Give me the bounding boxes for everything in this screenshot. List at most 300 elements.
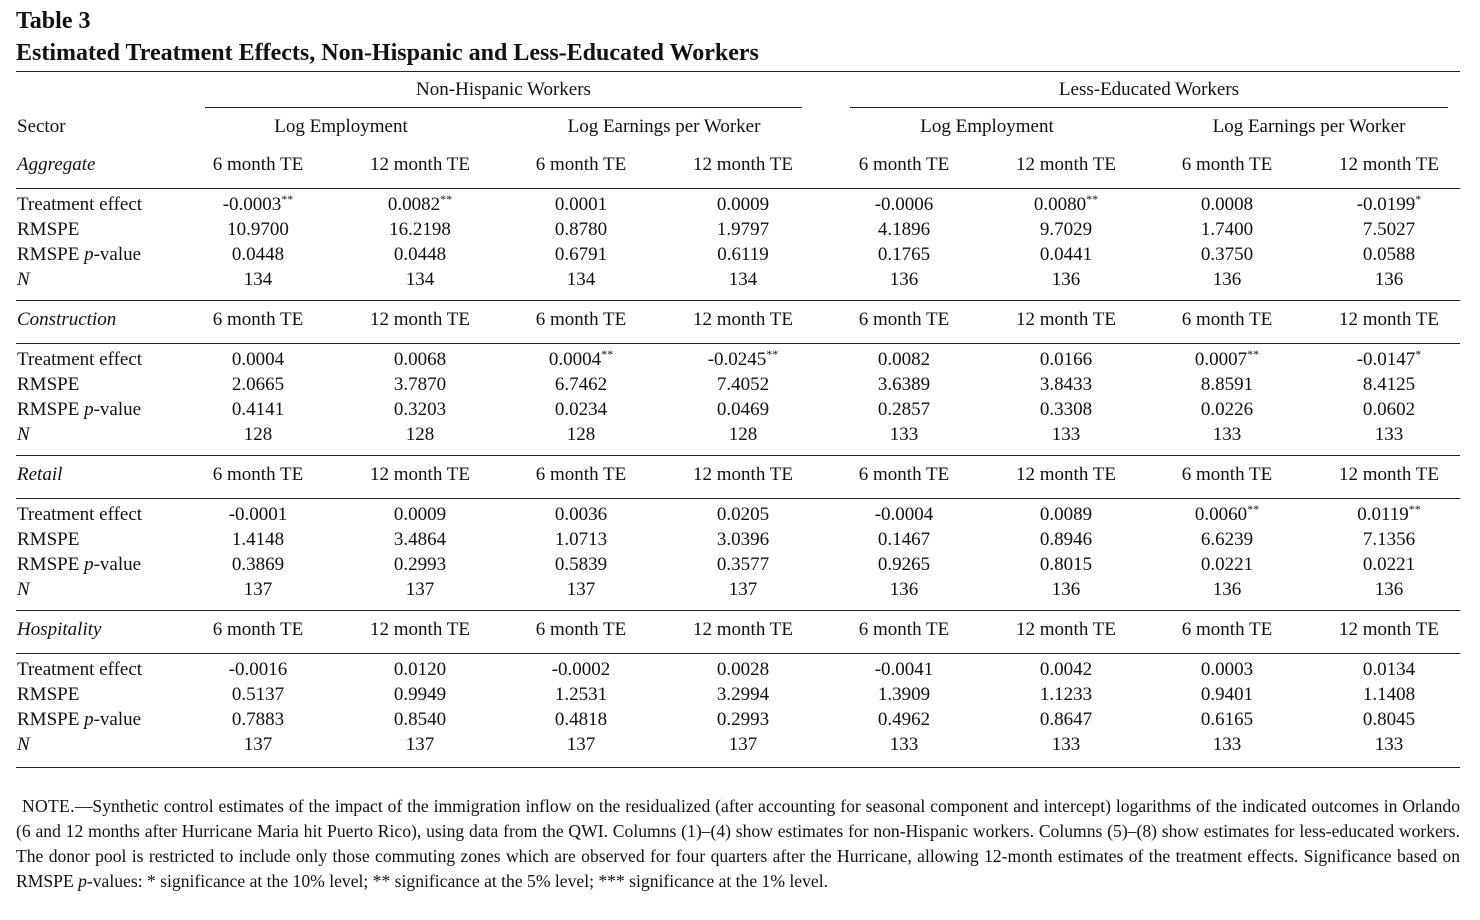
row-label-n: N <box>17 579 30 600</box>
cell-value: 128 <box>243 424 273 445</box>
cell-value: 133 <box>1374 424 1404 445</box>
row-label-pval <box>17 243 141 267</box>
cell-value: 10.9700 <box>227 219 289 240</box>
cell-value: -0.0245 <box>707 349 767 370</box>
table-cell <box>506 708 656 732</box>
cell-value: 0.0448 <box>231 244 285 265</box>
cell-value: -0.0002 <box>551 659 611 680</box>
cell-value: 137 <box>566 734 596 755</box>
table-cell <box>991 683 1141 707</box>
cell-value: 1.2531 <box>554 684 608 705</box>
cell-value: -0.0001 <box>228 504 288 525</box>
cell-value: 137 <box>405 579 435 600</box>
column-header: 6 month TE <box>535 619 627 640</box>
cell-value: 0.0068 <box>393 349 447 370</box>
table-cell <box>668 398 818 422</box>
significance-stars: ** <box>1086 192 1099 206</box>
column-header: 12 month TE <box>1339 154 1439 175</box>
cell-value: -0.0006 <box>874 194 934 215</box>
cell-value: 0.0004 <box>231 349 285 370</box>
cell-value: 1.9797 <box>716 219 770 240</box>
table-cell <box>991 658 1141 682</box>
table-cell <box>345 553 495 577</box>
table-cell <box>829 578 979 602</box>
table-cell <box>1314 553 1464 577</box>
table-cell <box>1152 218 1302 242</box>
cell-value: 16.2198 <box>389 219 451 240</box>
cell-value: 0.0009 <box>393 504 447 525</box>
table-cell <box>183 733 333 757</box>
table-cell <box>668 683 818 707</box>
cell-value: 0.0448 <box>393 244 447 265</box>
row-label-te: Treatment effect <box>17 194 143 215</box>
table-cell <box>183 268 333 292</box>
table-cell <box>829 373 979 397</box>
table-cell <box>991 708 1141 732</box>
table-cell <box>1314 268 1464 292</box>
table-cell <box>183 578 333 602</box>
column-header: 6 month TE <box>212 464 304 485</box>
table-cell <box>668 193 818 217</box>
table-cell <box>991 503 1141 527</box>
table-cell <box>1152 348 1302 373</box>
row-label-p: p <box>84 399 94 420</box>
column-header: 12 month TE <box>1339 619 1439 640</box>
cell-value: 0.0080 <box>1033 194 1087 215</box>
column-header: 12 month TE <box>370 154 470 175</box>
cell-value: 136 <box>1374 269 1404 290</box>
table-cell <box>345 683 495 707</box>
cell-value: 0.3308 <box>1039 399 1093 420</box>
cell-value: 0.0089 <box>1039 504 1093 525</box>
note-dash: — <box>74 796 93 816</box>
table-note <box>16 794 1460 894</box>
stub-header: Sector <box>17 116 66 137</box>
significance-stars: ** <box>601 347 614 361</box>
table-cell <box>1152 423 1302 447</box>
table-cell <box>1314 243 1464 267</box>
table-cell <box>668 708 818 732</box>
table-cell <box>1152 398 1302 422</box>
cell-value: 0.0009 <box>716 194 770 215</box>
cell-value: 134 <box>566 269 596 290</box>
cell-value: 133 <box>1212 734 1242 755</box>
table-cell <box>991 193 1141 218</box>
column-header: 12 month TE <box>1339 309 1439 330</box>
cell-value: 133 <box>889 424 919 445</box>
cell-value: -0.0199 <box>1356 194 1416 215</box>
cell-value: 0.9265 <box>877 554 931 575</box>
table-cell <box>345 423 495 447</box>
cell-value: 0.0602 <box>1362 399 1416 420</box>
table-cell <box>1314 398 1464 422</box>
note-lead: NOTE. <box>22 796 75 816</box>
table-cell <box>668 578 818 602</box>
table-cell <box>668 423 818 447</box>
table-cell <box>345 528 495 552</box>
cell-value: 137 <box>243 734 273 755</box>
row-label-p: p <box>84 554 94 575</box>
table-cell <box>668 268 818 292</box>
table-cell <box>345 708 495 732</box>
section-rule <box>16 300 1460 301</box>
column-header: 12 month TE <box>370 464 470 485</box>
table-cell <box>1314 578 1464 602</box>
table-cell <box>183 243 333 267</box>
table-cell <box>668 243 818 267</box>
table-cell <box>829 398 979 422</box>
table-cell <box>1152 503 1302 528</box>
row-label-n: N <box>17 424 30 445</box>
cell-value: 0.8540 <box>393 709 447 730</box>
column-header: 12 month TE <box>1016 464 1116 485</box>
table-cell <box>183 708 333 732</box>
cell-value: -0.0041 <box>874 659 934 680</box>
table-cell <box>829 218 979 242</box>
table-cell <box>991 578 1141 602</box>
significance-stars: ** <box>281 192 294 206</box>
cell-value: 1.4148 <box>231 529 285 550</box>
cell-value: 137 <box>728 734 758 755</box>
cell-value: 0.0166 <box>1039 349 1093 370</box>
table-cell <box>345 503 495 527</box>
significance-stars: ** <box>440 192 453 206</box>
table-cell <box>829 708 979 732</box>
group-rule-non-hispanic <box>205 107 802 108</box>
significance-stars: ** <box>1247 347 1260 361</box>
table-cell <box>1314 658 1464 682</box>
cell-value: 0.4818 <box>554 709 608 730</box>
cell-value: 3.7870 <box>393 374 447 395</box>
table-cell <box>345 193 495 218</box>
cell-value: 0.1765 <box>877 244 931 265</box>
table-cell <box>506 193 656 217</box>
table-cell <box>668 733 818 757</box>
cell-value: 0.8780 <box>554 219 608 240</box>
table-cell <box>506 683 656 707</box>
cell-value: 137 <box>728 579 758 600</box>
bottom-rule <box>16 767 1460 768</box>
cell-value: 133 <box>1051 424 1081 445</box>
table-cell <box>829 683 979 707</box>
table-cell <box>345 658 495 682</box>
cell-value: 0.6119 <box>717 244 769 265</box>
row-label-rmspe: RMSPE <box>17 684 80 705</box>
cell-value: 0.3750 <box>1200 244 1254 265</box>
table-cell <box>829 243 979 267</box>
table-cell <box>991 553 1141 577</box>
table-cell <box>183 658 333 682</box>
column-header: 6 month TE <box>212 619 304 640</box>
table-cell <box>183 528 333 552</box>
cell-value: 0.9949 <box>393 684 447 705</box>
cell-value: 0.0221 <box>1362 554 1416 575</box>
note-text: Synthetic control estimates of the impact of the immigration inflow on the residualized (after accounting for seasonal component and intercept) logarithms of the indicated outcomes in Orlando (6 and 12 months after Hurricane Maria hit Puerto Rico), using data from the QWI. Columns (1)–(4) show estimates for non-Hispanic workers. Columns (5)–(8) show estimates for less-educated workers. The donor pool is restricted to include only those commuting zones which are observed for four quarters after the Hurricane, allowing 12-month estimates of the treatment effects. Significance based on RMSPE <box>16 796 1460 891</box>
cell-value: 3.2994 <box>716 684 770 705</box>
table-cell <box>183 553 333 577</box>
table-cell <box>991 373 1141 397</box>
cell-value: 134 <box>405 269 435 290</box>
table-cell <box>1314 683 1464 707</box>
cell-value: 0.0226 <box>1200 399 1254 420</box>
cell-value: 4.1896 <box>877 219 931 240</box>
table-cell <box>829 528 979 552</box>
table-cell <box>668 528 818 552</box>
cell-value: 0.7883 <box>231 709 285 730</box>
table-cell <box>829 193 979 217</box>
cell-value: 0.5839 <box>554 554 608 575</box>
row-label-p: p <box>84 244 94 265</box>
cell-value: 0.9401 <box>1200 684 1254 705</box>
section-label: Construction <box>17 309 117 330</box>
header-rule <box>16 188 1460 189</box>
column-header: 6 month TE <box>535 464 627 485</box>
row-label-part: RMSPE <box>17 554 80 575</box>
row-label-n: N <box>17 269 30 290</box>
section-label: Hospitality <box>17 619 102 640</box>
outcome-header: Log Employment <box>920 116 1054 137</box>
table-cell <box>668 373 818 397</box>
column-header: 6 month TE <box>1181 309 1273 330</box>
table-cell <box>506 658 656 682</box>
table-cell <box>506 373 656 397</box>
column-header: 12 month TE <box>1339 464 1439 485</box>
table-cell <box>1314 218 1464 242</box>
cell-value: 0.4962 <box>877 709 931 730</box>
cell-value: 134 <box>243 269 273 290</box>
cell-value: 3.0396 <box>716 529 770 550</box>
column-header: 6 month TE <box>858 309 950 330</box>
significance-stars: ** <box>1247 502 1260 516</box>
table-cell <box>991 528 1141 552</box>
column-header: 12 month TE <box>693 619 793 640</box>
table-cell <box>183 218 333 242</box>
table-cell <box>829 348 979 372</box>
row-label-pval <box>17 398 141 422</box>
table-cell <box>829 658 979 682</box>
table-cell <box>183 348 333 372</box>
cell-value: 0.3869 <box>231 554 285 575</box>
row-label-te: Treatment effect <box>17 659 143 680</box>
section-label: Aggregate <box>17 154 96 175</box>
cell-value: 0.0008 <box>1200 194 1254 215</box>
table-cell <box>1152 683 1302 707</box>
column-header: 12 month TE <box>370 619 470 640</box>
table-cell <box>183 503 333 527</box>
row-label-part: -value <box>93 554 142 575</box>
outcome-header: Log Earnings per Worker <box>567 116 761 137</box>
cell-value: 0.0588 <box>1362 244 1416 265</box>
column-header: 6 month TE <box>858 619 950 640</box>
cell-value: 0.8015 <box>1039 554 1093 575</box>
cell-value: 133 <box>1051 734 1081 755</box>
table-cell <box>1152 553 1302 577</box>
cell-value: 3.4864 <box>393 529 447 550</box>
row-label-rmspe: RMSPE <box>17 374 80 395</box>
cell-value: 0.0221 <box>1200 554 1254 575</box>
table-cell <box>991 268 1141 292</box>
table-cell <box>345 218 495 242</box>
table-cell <box>668 348 818 373</box>
cell-value: 0.6165 <box>1200 709 1254 730</box>
cell-value: -0.0004 <box>874 504 934 525</box>
table-cell <box>183 398 333 422</box>
section-rule <box>16 455 1460 456</box>
table-cell <box>506 528 656 552</box>
significance-stars: ** <box>1408 502 1421 516</box>
table-cell <box>1152 268 1302 292</box>
cell-value: 0.3203 <box>393 399 447 420</box>
table-cell <box>1152 243 1302 267</box>
cell-value: 2.0665 <box>231 374 285 395</box>
cell-value: 0.8045 <box>1362 709 1416 730</box>
row-label-part: RMSPE <box>17 399 80 420</box>
column-header: 12 month TE <box>1016 309 1116 330</box>
column-header: 6 month TE <box>1181 464 1273 485</box>
table-cell <box>506 398 656 422</box>
row-label-rmspe: RMSPE <box>17 219 80 240</box>
cell-value: 0.3577 <box>716 554 770 575</box>
cell-value: 0.0004 <box>548 349 602 370</box>
table-cell <box>506 578 656 602</box>
cell-value: 0.0120 <box>393 659 447 680</box>
table-cell <box>1314 193 1464 218</box>
table-cell <box>991 243 1141 267</box>
table-cell <box>345 373 495 397</box>
table-cell <box>829 553 979 577</box>
group-rule-less-educated <box>850 107 1448 108</box>
table-cell <box>668 218 818 242</box>
table-cell <box>345 268 495 292</box>
cell-value: 128 <box>728 424 758 445</box>
table-cell <box>1314 423 1464 447</box>
row-label-te: Treatment effect <box>17 504 143 525</box>
table-cell <box>183 683 333 707</box>
cell-value: 6.6239 <box>1200 529 1254 550</box>
table-cell <box>183 373 333 397</box>
table-cell <box>345 578 495 602</box>
table-cell <box>1152 373 1302 397</box>
table-cell <box>1152 578 1302 602</box>
cell-value: 0.2857 <box>877 399 931 420</box>
cell-value: 0.0003 <box>1200 659 1254 680</box>
cell-value: 9.7029 <box>1039 219 1093 240</box>
table-cell <box>183 193 333 218</box>
column-header: 12 month TE <box>693 464 793 485</box>
cell-value: 1.0713 <box>554 529 608 550</box>
cell-value: 1.7400 <box>1200 219 1254 240</box>
header-rule <box>16 498 1460 499</box>
column-header: 6 month TE <box>535 309 627 330</box>
row-label-p: p <box>84 709 94 730</box>
column-header: 12 month TE <box>1016 619 1116 640</box>
table-cell <box>991 398 1141 422</box>
cell-value: 0.0234 <box>554 399 608 420</box>
table-cell <box>668 553 818 577</box>
group-header-less-educated: Less-Educated Workers <box>1058 79 1240 100</box>
column-header: 6 month TE <box>212 309 304 330</box>
significance-stars: * <box>1415 192 1422 206</box>
outcome-header: Log Employment <box>274 116 408 137</box>
cell-value: 137 <box>566 579 596 600</box>
table-cell <box>506 348 656 373</box>
table-cell <box>1314 503 1464 528</box>
table-cell <box>829 423 979 447</box>
header-rule <box>16 343 1460 344</box>
table-cell <box>829 503 979 527</box>
row-label-pval <box>17 708 141 732</box>
row-label-n: N <box>17 734 30 755</box>
cell-value: 133 <box>889 734 919 755</box>
table-cell <box>1152 733 1302 757</box>
cell-value: -0.0003 <box>222 194 282 215</box>
table-cell <box>1314 348 1464 373</box>
section-label: Retail <box>17 464 63 485</box>
group-header-non-hispanic: Non-Hispanic Workers <box>416 79 591 100</box>
significance-stars: ** <box>766 347 779 361</box>
header-rule <box>16 653 1460 654</box>
cell-value: 0.5137 <box>231 684 285 705</box>
row-label-part: -value <box>93 244 142 265</box>
cell-value: 0.0036 <box>554 504 608 525</box>
column-header: 12 month TE <box>693 309 793 330</box>
table-cell <box>1152 708 1302 732</box>
table-cell <box>991 348 1141 372</box>
table-label: Table 3 <box>16 8 91 34</box>
table-cell <box>1314 733 1464 757</box>
cell-value: 0.0060 <box>1194 504 1248 525</box>
cell-value: 133 <box>1212 424 1242 445</box>
cell-value: 0.8647 <box>1039 709 1093 730</box>
cell-value: 3.6389 <box>877 374 931 395</box>
column-header: 12 month TE <box>1016 154 1116 175</box>
cell-value: 6.7462 <box>554 374 608 395</box>
row-label-pval <box>17 553 141 577</box>
cell-value: 133 <box>1374 734 1404 755</box>
cell-value: 0.8946 <box>1039 529 1093 550</box>
table-cell <box>506 243 656 267</box>
table-cell <box>506 733 656 757</box>
cell-value: 8.8591 <box>1200 374 1254 395</box>
significance-stars: * <box>1415 347 1422 361</box>
cell-value: 0.0205 <box>716 504 770 525</box>
cell-value: 0.0469 <box>716 399 770 420</box>
row-label-part: -value <box>93 399 142 420</box>
table-cell <box>183 423 333 447</box>
table-cell <box>1152 193 1302 217</box>
cell-value: 7.1356 <box>1362 529 1416 550</box>
table-cell <box>506 218 656 242</box>
cell-value: 8.4125 <box>1362 374 1416 395</box>
table-cell <box>506 423 656 447</box>
top-rule <box>16 71 1460 72</box>
table-cell <box>345 733 495 757</box>
row-label-part: RMSPE <box>17 709 80 730</box>
row-label-part: RMSPE <box>17 244 80 265</box>
column-header: 6 month TE <box>212 154 304 175</box>
column-header: 6 month TE <box>1181 619 1273 640</box>
table-title: Estimated Treatment Effects, Non-Hispanic and Less-Educated Workers <box>16 40 759 66</box>
cell-value: 1.1408 <box>1362 684 1416 705</box>
table-cell <box>991 733 1141 757</box>
cell-value: 136 <box>889 269 919 290</box>
cell-value: 3.8433 <box>1039 374 1093 395</box>
table-cell <box>1314 708 1464 732</box>
cell-value: 7.4052 <box>716 374 770 395</box>
cell-value: 0.2993 <box>393 554 447 575</box>
column-header: 12 month TE <box>370 309 470 330</box>
table-cell <box>668 503 818 527</box>
